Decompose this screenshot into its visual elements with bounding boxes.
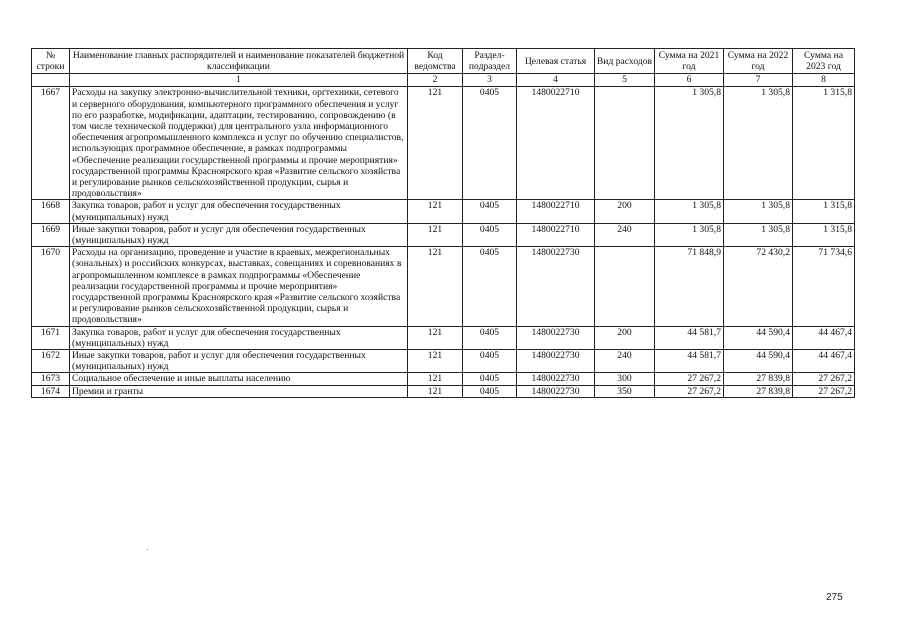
column-number: 6 xyxy=(655,74,724,87)
row-expense-kind: 200 xyxy=(595,326,655,349)
row-section: 0405 xyxy=(463,326,517,349)
row-target-article: 1480022730 xyxy=(517,385,595,397)
header-row xyxy=(32,49,855,74)
page-number: 275 xyxy=(826,592,843,603)
header-dept-code: Код ведомства xyxy=(408,49,463,74)
row-sum-2022: 44 590,4 xyxy=(724,350,793,373)
row-number: 1673 xyxy=(32,373,70,385)
row-target-article: 1480022730 xyxy=(517,373,595,385)
table-row xyxy=(32,223,855,246)
row-sum-2023: 1 315,8 xyxy=(793,223,855,246)
header-target-article: Целевая статья xyxy=(517,49,595,74)
row-sum-2021: 1 305,8 xyxy=(655,200,724,223)
row-sum-2021: 1 305,8 xyxy=(655,223,724,246)
scan-speck xyxy=(147,549,148,550)
row-target-article: 1480022710 xyxy=(517,223,595,246)
column-number-blank xyxy=(32,74,70,87)
table-row xyxy=(32,350,855,373)
header-name: Наименование главных распорядителей и наименование показателей бюджетной классификации xyxy=(70,49,408,74)
budget-table xyxy=(31,48,855,398)
row-dept-code: 121 xyxy=(408,385,463,397)
row-dept-code: 121 xyxy=(408,200,463,223)
column-number: 1 xyxy=(70,74,408,87)
row-expense-kind: 300 xyxy=(595,373,655,385)
table-row xyxy=(32,87,855,200)
table-row xyxy=(32,247,855,326)
row-section: 0405 xyxy=(463,385,517,397)
row-dept-code: 121 xyxy=(408,326,463,349)
row-number: 1667 xyxy=(32,87,70,200)
row-section: 0405 xyxy=(463,247,517,326)
row-sum-2022: 27 839,8 xyxy=(724,373,793,385)
row-sum-2023: 71 734,6 xyxy=(793,247,855,326)
row-sum-2021: 44 581,7 xyxy=(655,326,724,349)
row-target-article: 1480022730 xyxy=(517,326,595,349)
row-name: Расходы на закупку электронно-вычислительной техники, оргтехники, сетевого и серверного оборудования, компьютерного программного обеспечения и услуг по его разработке, модификации, адаптации, тестированию, сопровождению (в том числе технической поддержки) для центрального узла информационного обеспечения агропромышленного комплекса и услуг по обучению специалистов, использующих программное обеспечение, в рамках подпрограммы «Обеспечение реализации государственной программы и прочие мероприятия» государственной программы Красноярского края «Развитие сельского хозяйства и регулирование рынков сельскохозяйственной продукции, сырья и продовольствия» xyxy=(70,87,408,200)
row-section: 0405 xyxy=(463,87,517,200)
header-sum-2021: Сумма на 2021 год xyxy=(655,49,724,74)
row-section: 0405 xyxy=(463,373,517,385)
column-number: 5 xyxy=(595,74,655,87)
row-expense-kind: 200 xyxy=(595,200,655,223)
row-sum-2022: 1 305,8 xyxy=(724,87,793,200)
row-expense-kind: 240 xyxy=(595,350,655,373)
row-name: Иные закупки товаров, работ и услуг для обеспечения государственных (муниципальных) нужд xyxy=(70,350,408,373)
header-section: Раздел-подраздел xyxy=(463,49,517,74)
row-target-article: 1480022730 xyxy=(517,247,595,326)
row-sum-2023: 27 267,2 xyxy=(793,385,855,397)
row-sum-2023: 1 315,8 xyxy=(793,200,855,223)
row-sum-2021: 44 581,7 xyxy=(655,350,724,373)
table-row xyxy=(32,373,855,385)
row-number: 1668 xyxy=(32,200,70,223)
row-expense-kind xyxy=(595,87,655,200)
header-sum-2023: Сумма на 2023 год xyxy=(793,49,855,74)
column-number: 2 xyxy=(408,74,463,87)
row-sum-2022: 1 305,8 xyxy=(724,223,793,246)
table-row xyxy=(32,200,855,223)
row-number: 1670 xyxy=(32,247,70,326)
row-sum-2023: 1 315,8 xyxy=(793,87,855,200)
column-number: 4 xyxy=(517,74,595,87)
row-section: 0405 xyxy=(463,200,517,223)
row-sum-2021: 27 267,2 xyxy=(655,385,724,397)
row-dept-code: 121 xyxy=(408,223,463,246)
row-name: Закупка товаров, работ и услуг для обеспечения государственных (муниципальных) нужд xyxy=(70,326,408,349)
row-sum-2023: 44 467,4 xyxy=(793,350,855,373)
header-row-number: № строки xyxy=(32,49,70,74)
row-sum-2021: 27 267,2 xyxy=(655,373,724,385)
row-name: Расходы на организацию, проведение и участие в краевых, межрегиональных (зональных) и российских конкурсах, выставках, совещаниях и соревнованиях в агропромышленном комплексе в рамках подпрограммы «Обеспечение реализации государственной программы и прочие мероприятия» государственной программы Красноярского края «Развитие сельского хозяйства и регулирование рынков сельскохозяйственной продукции, сырья и продовольствия» xyxy=(70,247,408,326)
row-sum-2023: 27 267,2 xyxy=(793,373,855,385)
row-name: Премии и гранты xyxy=(70,385,408,397)
row-section: 0405 xyxy=(463,350,517,373)
row-sum-2022: 72 430,2 xyxy=(724,247,793,326)
row-sum-2022: 1 305,8 xyxy=(724,200,793,223)
row-number: 1671 xyxy=(32,326,70,349)
row-section: 0405 xyxy=(463,223,517,246)
row-name: Социальное обеспечение и иные выплаты населению xyxy=(70,373,408,385)
row-sum-2021: 1 305,8 xyxy=(655,87,724,200)
table-row xyxy=(32,385,855,397)
row-sum-2022: 27 839,8 xyxy=(724,385,793,397)
table-row xyxy=(32,326,855,349)
header-expense-kind: Вид расходов xyxy=(595,49,655,74)
header-sum-2022: Сумма на 2022 год xyxy=(724,49,793,74)
row-sum-2023: 44 467,4 xyxy=(793,326,855,349)
row-number: 1669 xyxy=(32,223,70,246)
row-number: 1672 xyxy=(32,350,70,373)
row-name: Закупка товаров, работ и услуг для обеспечения государственных (муниципальных) нужд xyxy=(70,200,408,223)
row-sum-2021: 71 848,9 xyxy=(655,247,724,326)
column-number: 8 xyxy=(793,74,855,87)
row-dept-code: 121 xyxy=(408,350,463,373)
row-dept-code: 121 xyxy=(408,373,463,385)
row-name: Иные закупки товаров, работ и услуг для обеспечения государственных (муниципальных) нужд xyxy=(70,223,408,246)
row-dept-code: 121 xyxy=(408,247,463,326)
column-number: 7 xyxy=(724,74,793,87)
row-expense-kind: 240 xyxy=(595,223,655,246)
row-dept-code: 121 xyxy=(408,87,463,200)
row-target-article: 1480022730 xyxy=(517,350,595,373)
column-number: 3 xyxy=(463,74,517,87)
row-expense-kind: 350 xyxy=(595,385,655,397)
row-target-article: 1480022710 xyxy=(517,87,595,200)
row-target-article: 1480022710 xyxy=(517,200,595,223)
row-sum-2022: 44 590,4 xyxy=(724,326,793,349)
column-number-row xyxy=(32,74,855,87)
row-expense-kind xyxy=(595,247,655,326)
row-number: 1674 xyxy=(32,385,70,397)
